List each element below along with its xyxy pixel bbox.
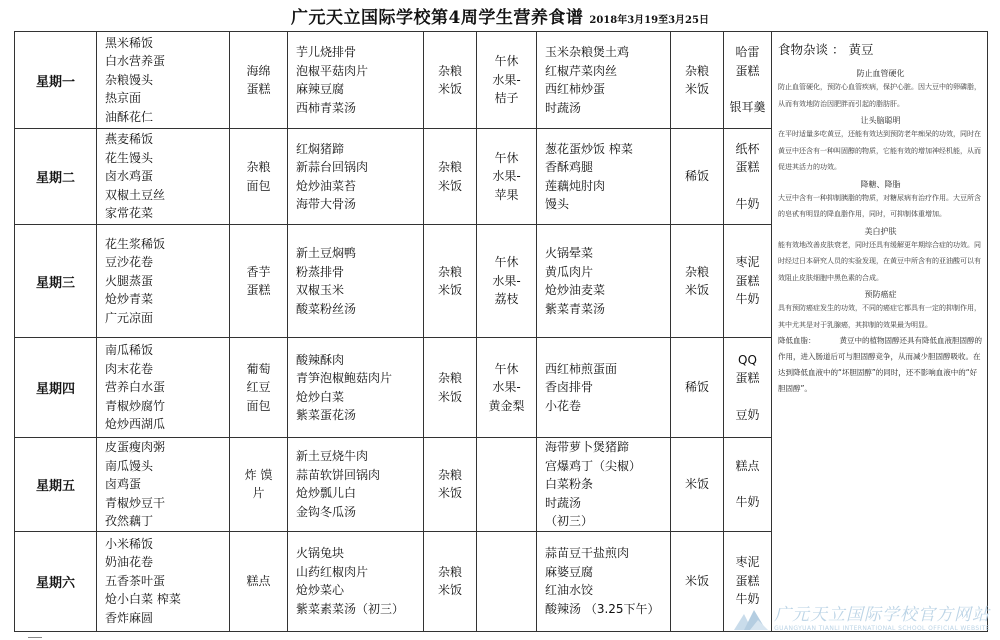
- dish-item: 时蔬汤: [545, 100, 582, 115]
- dish-item: 葡萄: [246, 361, 271, 376]
- dish-item: 酸辣酥肉: [296, 352, 345, 367]
- food-talk-heading: 美白护肤: [864, 226, 897, 236]
- menu-body: [15, 32, 988, 632]
- dish-item: 火锅兔块: [296, 546, 345, 560]
- dish-item: 孜然藕丁: [105, 514, 154, 528]
- dish-item: 杂粮: [437, 63, 462, 78]
- lunch-staple-cell: [424, 129, 477, 225]
- dish-item: 新土豆烧牛肉: [296, 449, 369, 464]
- dish-item: 杂粮: [246, 160, 271, 174]
- dish-item: 热京面: [105, 91, 142, 106]
- dish-item: 炝炒青菜: [105, 292, 154, 307]
- food-talk-text: 在平时适量多吃黄豆，还能有效达到预防老年痴呆的功效，同时在黄豆中还含有一种叫固醇的物质，它能有效的增加神经机能，从而促进其活力的功效。: [778, 130, 981, 171]
- dish-item: 莲藕炖肘肉: [545, 178, 606, 193]
- lunch-staple-cell: [424, 32, 477, 129]
- afternoon-fruit-cell: [477, 438, 537, 532]
- dish-item: 水果-: [492, 72, 521, 87]
- dish-item: 新土豆焖鸭: [296, 246, 357, 260]
- lunch-staple-cell: [424, 531, 477, 631]
- dish-item: 火锅晕菜: [545, 246, 594, 260]
- dish-item: 杂粮: [437, 467, 462, 482]
- dish-item: 桔子: [494, 91, 519, 106]
- dinner-staple-cell: [671, 129, 724, 225]
- dish-item: 米饭: [437, 283, 462, 297]
- dish-item: 紫菜素菜汤（初三）: [296, 601, 405, 616]
- dish-item: 香芋: [246, 264, 271, 279]
- dish-item: 花生浆稀饭: [105, 236, 166, 251]
- corner-mark: [28, 637, 42, 638]
- dish-item: 午休: [494, 150, 519, 165]
- dish-item: 时蔬汤: [545, 495, 582, 510]
- dish-item: 银耳羹: [729, 100, 766, 115]
- dish-item: 蛋糕: [735, 573, 760, 588]
- dinner-cell: [537, 129, 671, 225]
- dish-item: 山药红椒肉片: [296, 564, 369, 579]
- dish-item: 蛋糕: [735, 160, 760, 175]
- day-label: 星期二: [15, 129, 97, 225]
- food-talk-title: 食物杂谈 ： 黄豆: [778, 42, 874, 57]
- dish-item: 青椒炒腐竹: [105, 398, 166, 413]
- dish-item: 新蒜台回锅肉: [296, 160, 369, 174]
- dish-item: 五香茶叶蛋: [105, 573, 166, 588]
- dish-item: 白菜粉条: [545, 477, 594, 491]
- morning-snack-cell: [230, 129, 288, 225]
- evening-snack-cell: [724, 32, 772, 129]
- dish-item: 奶油花卷: [105, 555, 154, 570]
- dish-item: 枣泥: [735, 555, 760, 570]
- dish-item: 香酥鸡腿: [545, 160, 594, 174]
- dish-item: 蒜苗豆干盐煎肉: [545, 546, 630, 560]
- dish-item: 水果-: [492, 273, 521, 288]
- dish-item: 枣泥: [735, 255, 760, 270]
- food-talk-text: 黄豆中的植物固醇还具有降低血液胆固醇的作用，进入肠道后可与胆固醇竞争，从而减少胆固醇吸收。在达到降低血液中的“坏胆固醇”的同时，还不影响血液中的“好胆固醇”。: [778, 336, 982, 393]
- menu-title: 广元天立国际学校第4周学生营养食谱: [291, 8, 584, 28]
- menu-row: [15, 32, 988, 129]
- day-label: 星期三: [15, 225, 97, 338]
- dish-item: 蛋糕: [246, 82, 271, 96]
- dish-item: 黄金梨: [488, 398, 525, 413]
- dish-item: 稀饭: [684, 380, 709, 395]
- watermark-subtext: GUANGYUAN TIANLI INTERNATIONAL SCHOOL OFFICIAL WEBSITE: [774, 625, 990, 632]
- lunch-cell: [288, 338, 424, 438]
- lunch-staple-cell: [424, 438, 477, 532]
- dish-item: 蛋糕: [735, 273, 760, 288]
- dish-item: 杂粮馒头: [105, 72, 154, 87]
- dish-item: 午休: [494, 54, 519, 69]
- dish-item: 水果-: [492, 380, 521, 395]
- dish-item: 香卤排骨: [545, 380, 594, 395]
- lunch-cell: [288, 32, 424, 129]
- breakfast-cell: [97, 32, 230, 129]
- breakfast-cell: [97, 338, 230, 438]
- dish-item: 纸杯: [735, 141, 760, 156]
- dinner-cell: [537, 338, 671, 438]
- dish-item: 红豆: [246, 380, 271, 395]
- dish-item: 米饭: [684, 477, 709, 491]
- dish-item: 海带萝卜煲猪蹄: [545, 440, 630, 454]
- dish-item: 牛奶: [735, 495, 760, 510]
- dinner-staple-cell: [671, 438, 724, 532]
- dish-item: 宫爆鸡丁（尖椒）: [545, 458, 642, 473]
- lunch-cell: [288, 225, 424, 338]
- dish-item: 米饭: [437, 486, 462, 501]
- dish-item: 豆沙花卷: [105, 255, 154, 270]
- lunch-staple-cell: [424, 225, 477, 338]
- dish-item: 南瓜馒头: [105, 458, 154, 473]
- dish-item: 午休: [494, 361, 519, 376]
- breakfast-cell: [97, 129, 230, 225]
- dish-item: 紫菜蛋花汤: [296, 408, 357, 422]
- dish-item: 西柿青菜汤: [296, 100, 357, 115]
- dish-item: 片: [252, 486, 265, 501]
- dish-item: 杂粮: [437, 371, 462, 385]
- dish-item: 卤鸡蛋: [105, 477, 142, 491]
- evening-snack-cell: [724, 225, 772, 338]
- dish-item: 泡椒平菇肉片: [296, 63, 369, 78]
- dish-item: 燕麦稀饭: [105, 132, 154, 147]
- day-label: 星期一: [15, 32, 97, 129]
- day-label: 星期五: [15, 438, 97, 532]
- dish-item: 糕点: [735, 458, 760, 473]
- breakfast-cell: [97, 438, 230, 532]
- dish-item: 炝炒西湖瓜: [105, 417, 166, 432]
- dish-item: 麻辣豆腐: [296, 82, 345, 96]
- dish-item: 炝炒菜心: [296, 583, 345, 597]
- dish-item: 家常花菜: [105, 206, 154, 221]
- dish-item: 香炸麻圆: [105, 610, 154, 625]
- dish-item: 广元凉面: [105, 310, 154, 325]
- dish-item: 西红柿煎蛋面: [545, 361, 618, 376]
- morning-snack-cell: [230, 338, 288, 438]
- dish-item: 面包: [246, 178, 271, 193]
- morning-snack-cell: [230, 531, 288, 631]
- dish-item: 海绵: [246, 63, 271, 78]
- dish-item: 麻婆豆腐: [545, 564, 594, 579]
- dish-item: 米饭: [684, 82, 709, 96]
- afternoon-fruit-cell: [477, 32, 537, 129]
- dinner-staple-cell: [671, 32, 724, 129]
- dinner-cell: [537, 531, 671, 631]
- dish-item: 米饭: [684, 573, 709, 588]
- dish-item: 杂粮: [684, 264, 709, 279]
- dish-item: 南瓜稀饭: [105, 343, 154, 358]
- dish-item: 青椒炒豆干: [105, 495, 166, 510]
- dinner-staple-cell: [671, 225, 724, 338]
- dish-item: 哈雷: [735, 45, 760, 60]
- dinner-cell: [537, 225, 671, 338]
- dish-item: 玉米杂粮煲土鸡: [545, 45, 630, 59]
- dish-item: 小花卷: [545, 398, 582, 413]
- dish-item: 炝炒瓢儿白: [296, 486, 357, 501]
- dish-item: 米饭: [437, 583, 462, 597]
- dish-item: 杂粮: [437, 264, 462, 279]
- morning-snack-cell: [230, 32, 288, 129]
- food-talk-heading: 预防癌症: [864, 290, 897, 299]
- dish-item: 红椒芹菜肉丝: [545, 63, 618, 78]
- afternoon-fruit-cell: [477, 129, 537, 225]
- dish-item: 青笋泡椒鲍菇肉片: [296, 371, 393, 385]
- dish-item: 蛋糕: [735, 63, 760, 78]
- dish-item: 西红柿炒蛋: [545, 82, 606, 96]
- dish-item: 双椒玉米: [296, 283, 345, 297]
- dish-item: 稀饭: [684, 169, 709, 184]
- dish-item: 金钩冬瓜汤: [296, 504, 357, 519]
- dish-item: 白水营养蛋: [105, 54, 166, 69]
- dish-item: 油酥花仁: [105, 109, 154, 124]
- dish-item: （初三）: [545, 514, 594, 528]
- dish-item: 馒头: [545, 197, 570, 211]
- day-label: 星期四: [15, 338, 97, 438]
- food-talk-heading: 防止血管硬化: [856, 69, 905, 78]
- dish-item: 酸辣汤 （3.25下午）: [545, 601, 660, 616]
- dish-item: 芋儿烧排骨: [296, 45, 357, 59]
- school-watermark: [730, 600, 990, 632]
- dish-item: 豆奶: [735, 407, 760, 422]
- dish-item: 卤水鸡蛋: [105, 169, 154, 184]
- dish-item: 蛋糕: [246, 283, 271, 297]
- breakfast-cell: [97, 225, 230, 338]
- dish-item: 海带大骨汤: [296, 197, 357, 211]
- lunch-cell: [288, 438, 424, 532]
- dish-item: 炝炒白菜: [296, 389, 345, 404]
- lunch-staple-cell: [424, 338, 477, 438]
- dish-item: 杂粮: [684, 63, 709, 78]
- food-talk-text: 具有预防癌症发生的功效，不同的癌症它都具有一定的抑制作用，其中尤其是对于乳腺癌，其抑制的效果最为明显。: [778, 304, 981, 329]
- dish-item: 蛋糕: [735, 371, 760, 386]
- dish-item: 紫菜青菜汤: [545, 301, 606, 316]
- school-logo-icon: [730, 608, 770, 632]
- dish-item: 杂粮: [437, 160, 462, 174]
- dish-item: 面包: [246, 398, 271, 413]
- dish-item: 酸菜粉丝汤: [296, 301, 357, 316]
- dish-item: 粉蒸排骨: [296, 264, 345, 279]
- dish-item: 荔枝: [494, 292, 519, 307]
- dish-item: 米饭: [437, 178, 462, 193]
- afternoon-fruit-cell: [477, 531, 537, 631]
- dish-item: 炝小白菜 榨菜: [105, 592, 181, 607]
- dish-item: 葱花蛋炒饭 榨菜: [545, 141, 633, 156]
- lunch-cell: [288, 129, 424, 225]
- weekly-menu-table: [14, 31, 988, 632]
- food-talk-heading: 降糖、降脂: [860, 179, 901, 189]
- day-label: 星期六: [15, 531, 97, 631]
- dish-item: 牛奶: [735, 592, 760, 607]
- food-talk-text: 能有效地改善皮肤衰老，同时还具有缓解更年期综合症的功效。同时经过日本研究人员的实验发现，在黄豆中所含有的亚油酸可以有效阻止皮肤细胞中黑色素的合成。: [778, 240, 981, 282]
- dish-item: 红油水饺: [545, 583, 594, 597]
- menu-date-range: 2018年3月19至3月25日: [589, 15, 709, 26]
- dish-item: 牛奶: [735, 292, 760, 307]
- evening-snack-cell: [724, 338, 772, 438]
- dish-item: 牛奶: [735, 196, 760, 211]
- food-talk-heading: 让头脑聪明: [860, 116, 901, 125]
- dish-item: 苹果: [494, 187, 519, 202]
- dish-item: QQ: [738, 352, 757, 367]
- dish-item: 糕点: [246, 573, 271, 588]
- dish-item: 米饭: [437, 389, 462, 404]
- dish-item: 黄瓜肉片: [545, 264, 594, 279]
- morning-snack-cell: [230, 225, 288, 338]
- dish-item: 炸 馍: [244, 467, 273, 482]
- dish-item: 火腿蒸蛋: [105, 273, 154, 288]
- dish-item: 米饭: [437, 82, 462, 96]
- dish-item: 肉末花卷: [105, 361, 154, 376]
- dish-item: 红焖猪蹄: [296, 141, 345, 156]
- dish-item: 蒜苗软饼回锅肉: [296, 467, 381, 482]
- dish-item: 水果-: [492, 169, 521, 184]
- breakfast-cell: [97, 531, 230, 631]
- food-talk-text: 防止血管硬化，预防心血管疾病，保护心脏。因大豆中的卵磷脂，从而有效地防治因肥胖而引起的脂肪肝。: [778, 83, 981, 108]
- watermark-text: 广元天立国际学校官方网站: [774, 605, 990, 625]
- dish-item: 皮蛋瘦肉粥: [105, 440, 166, 454]
- food-talk-panel: [772, 32, 988, 632]
- dinner-cell: [537, 32, 671, 129]
- page-title: [0, 3, 1000, 28]
- afternoon-fruit-cell: [477, 225, 537, 338]
- food-talk-heading: 降低血脂：: [778, 336, 816, 345]
- dish-item: 炝炒油麦菜: [545, 283, 606, 297]
- dish-item: 米饭: [684, 283, 709, 297]
- dish-item: 花生馒头: [105, 150, 154, 165]
- dish-item: 杂粮: [437, 564, 462, 579]
- dinner-staple-cell: [671, 338, 724, 438]
- dish-item: 炝炒油菜苔: [296, 178, 357, 193]
- dish-item: 营养白水蛋: [105, 380, 166, 395]
- dish-item: 双椒土豆丝: [105, 187, 166, 202]
- dish-item: 午休: [494, 255, 519, 270]
- morning-snack-cell: [230, 438, 288, 532]
- dinner-staple-cell: [671, 531, 724, 631]
- food-talk-text: 大豆中含有一种抑制胰脂的物质，对糖尿病有治疗作用。大豆所含的皂甙有明显的降血脂作用，同时，可抑制体重增加。: [778, 193, 981, 218]
- dinner-cell: [537, 438, 671, 532]
- dish-item: 黑米稀饭: [105, 35, 154, 50]
- dish-item: 小米稀饭: [105, 536, 154, 551]
- lunch-cell: [288, 531, 424, 631]
- evening-snack-cell: [724, 438, 772, 532]
- food-talk-section: [778, 333, 983, 397]
- afternoon-fruit-cell: [477, 338, 537, 438]
- evening-snack-cell: [724, 129, 772, 225]
